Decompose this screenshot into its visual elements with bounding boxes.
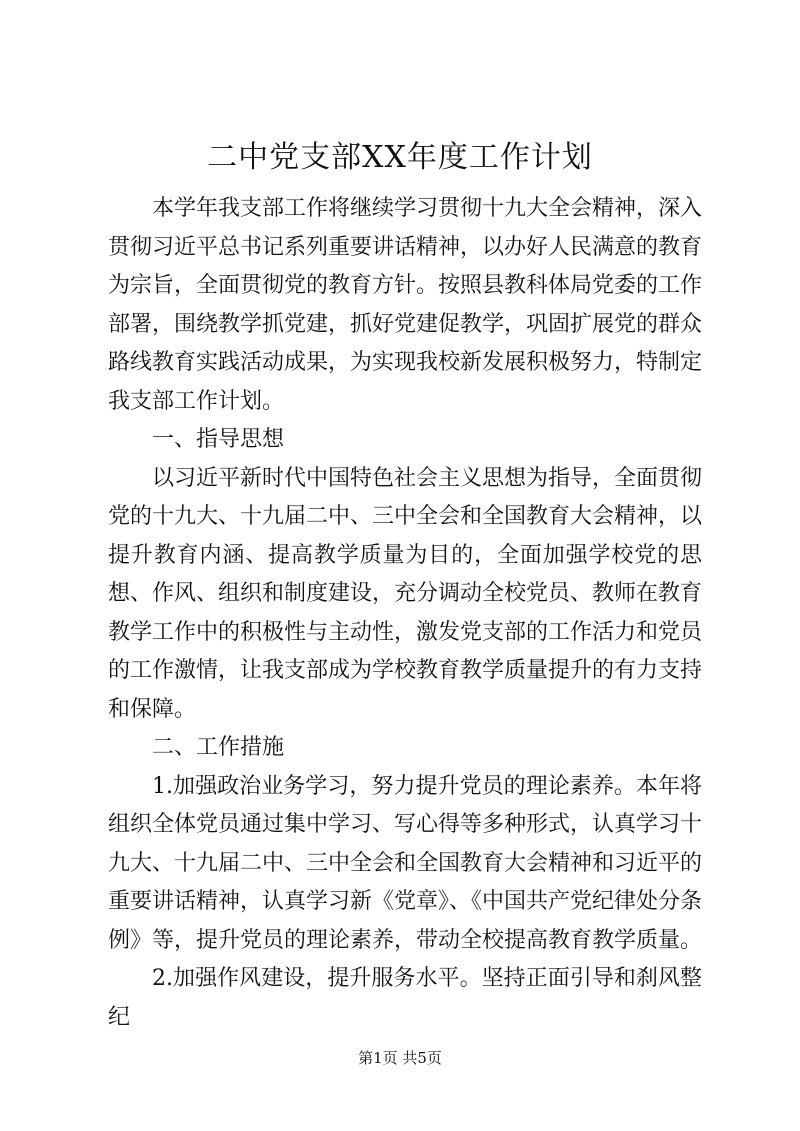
page-number-footer: 第1页 共5页 xyxy=(358,1049,442,1067)
guiding-ideology-paragraph: 以习近平新时代中国特色社会主义思想为指导，全面贯彻党的十九大、十九届二中、三中全会和全国教育大会精神，以提升教育内涵、提高教学质量为目的，全面加强学校党的思想、作风、组织和制度建设，充分调动全校党员、教师在教育教学工作中的积极性与主动性，激发党支部的工作活力和党员的工作激情，让我支部成为学校教育教学质量提升的有力支持和保障。 xyxy=(108,465,703,722)
intro-paragraph: 本学年我支部工作将继续学习贯彻十九大全会精神，深入贯彻习近平总书记系列重要讲话精神，以办好人民满意的教育为宗旨，全面贯彻党的教育方针。按照县教科体局党委的工作部署，围绕教学抓党建，抓好党建促教学，巩固扩展党的群众路线教育实践活动成果，为实现我校新发展积极努力，特制定我支部工作计划。 xyxy=(108,196,703,414)
measure-item-2: 2.加强作风建设，提升服务水平。坚持正面引导和刹风整纪 xyxy=(108,966,702,1030)
measure-item-1: 1.加强政治业务学习，努力提升党员的理论素养。本年将组织全体党员通过集中学习、写心得等多种形式，认真学习十九大、十九届二中、三中全会和全国教育大会精神和习近平的重要讲话精神，认真学习新《党章》、《中国共产党纪律处分条例》等，提升党员的理论素养，带动全校提高教育教学质量。 xyxy=(108,773,703,953)
section-heading-guiding-ideology: 一、指导思想 xyxy=(152,427,285,452)
document-title: 二中党支部XX年度工作计划 xyxy=(207,140,593,175)
document-body xyxy=(108,190,702,1037)
section-heading-work-measures: 二、工作措施 xyxy=(152,735,285,760)
